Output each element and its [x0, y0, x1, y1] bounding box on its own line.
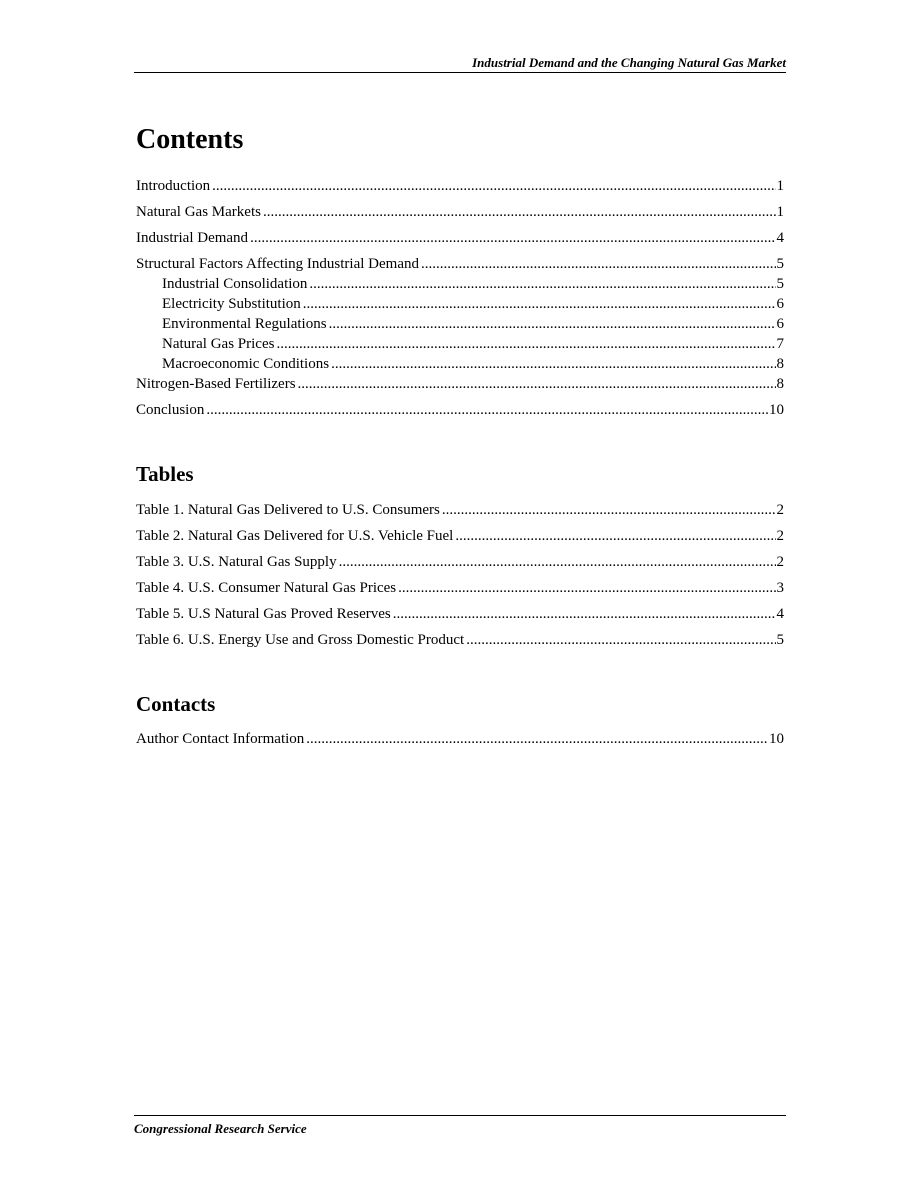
dot-leader: [339, 552, 776, 572]
tables-list: [136, 500, 784, 656]
dot-leader: [331, 354, 775, 374]
contents-entry[interactable]: [136, 374, 784, 394]
contents-title: Contents: [136, 124, 244, 155]
dot-leader: [206, 400, 768, 420]
tables-entry-page: 3: [776, 580, 784, 596]
contacts-list: [136, 729, 784, 755]
tables-entry-label: Table 2. Natural Gas Delivered for U.S. Vehicle Fuel: [136, 528, 454, 544]
tables-entry[interactable]: [136, 604, 784, 624]
contacts-entry[interactable]: [136, 729, 784, 749]
dot-leader: [442, 500, 776, 520]
tables-entry-label: Table 6. U.S. Energy Use and Gross Domestic Product: [136, 632, 465, 648]
running-title: Industrial Demand and the Changing Natural Gas Market: [472, 55, 786, 70]
tables-entry[interactable]: [136, 552, 784, 572]
contents-entry[interactable]: [136, 314, 784, 334]
contents-entry[interactable]: [136, 228, 784, 248]
tables-entry[interactable]: [136, 526, 784, 546]
contents-entry-page: 6: [776, 316, 784, 332]
dot-leader: [303, 294, 776, 314]
contents-entry-page: 7: [776, 336, 784, 352]
tables-entry-label: Table 1. Natural Gas Delivered to U.S. Consumers: [136, 502, 440, 518]
tables-entry-label: Table 5. U.S Natural Gas Proved Reserves: [136, 606, 391, 622]
tables-entry-page: 5: [776, 632, 784, 648]
dot-leader: [298, 374, 776, 394]
tables-entry[interactable]: [136, 630, 784, 650]
dot-leader: [421, 254, 776, 274]
dot-leader: [306, 729, 768, 749]
dot-leader: [263, 202, 776, 222]
dot-leader: [398, 578, 775, 598]
tables-title: Tables: [136, 462, 194, 486]
tables-entry-label: Table 4. U.S. Consumer Natural Gas Prices: [136, 580, 397, 596]
contents-entry-label: Structural Factors Affecting Industrial Demand: [136, 256, 419, 272]
contents-entry-page: 5: [776, 276, 784, 292]
dot-leader: [276, 334, 775, 354]
contents-entry-page: 1: [776, 178, 784, 194]
dot-leader: [393, 604, 776, 624]
contents-entry-label: Introduction: [136, 178, 211, 194]
dot-leader: [329, 314, 776, 334]
contents-entry-label: Industrial Consolidation: [162, 276, 308, 292]
contents-entry-label: Industrial Demand: [136, 230, 249, 246]
tables-entry-page: 2: [776, 554, 784, 570]
contents-entry[interactable]: [136, 400, 784, 420]
running-header: [134, 55, 786, 73]
contents-entry[interactable]: [136, 176, 784, 196]
contents-entry-page: 8: [776, 356, 784, 372]
contents-entry-page: 4: [776, 230, 784, 246]
contents-entry-label: Conclusion: [136, 402, 205, 418]
contents-entry-page: 10: [769, 402, 784, 418]
dot-leader: [250, 228, 775, 248]
publisher-name: Congressional Research Service: [134, 1121, 307, 1136]
tables-entry-page: 4: [776, 606, 784, 622]
tables-entry-page: 2: [776, 528, 784, 544]
contents-entry-page: 8: [776, 376, 784, 392]
contents-entry-label: Natural Gas Markets: [136, 204, 261, 220]
contacts-entry-page: 10: [769, 731, 784, 747]
dot-leader: [309, 274, 775, 294]
contents-entry[interactable]: [136, 354, 784, 374]
contents-entry-label: Natural Gas Prices: [162, 336, 275, 352]
tables-entry-page: 2: [776, 502, 784, 518]
contents-entry[interactable]: [136, 274, 784, 294]
contents-entry-page: 1: [776, 204, 784, 220]
contacts-title: Contacts: [136, 692, 216, 716]
contents-entry-label: Electricity Substitution: [162, 296, 301, 312]
tables-entry[interactable]: [136, 578, 784, 598]
contents-entry-page: 6: [776, 296, 784, 312]
dot-leader: [466, 630, 775, 650]
contents-entry[interactable]: [136, 202, 784, 222]
tables-entry[interactable]: [136, 500, 784, 520]
page-footer: [134, 1115, 786, 1137]
contents-entry-label: Nitrogen-Based Fertilizers: [136, 376, 296, 392]
contents-entry[interactable]: [136, 254, 784, 274]
contents-entry[interactable]: [136, 294, 784, 314]
dot-leader: [455, 526, 775, 546]
contents-entry-label: Macroeconomic Conditions: [162, 356, 330, 372]
tables-entry-label: Table 3. U.S. Natural Gas Supply: [136, 554, 337, 570]
contacts-entry-label: Author Contact Information: [136, 731, 305, 747]
contents-entry-page: 5: [776, 256, 784, 272]
contents-list: [136, 176, 784, 426]
contents-entry-label: Environmental Regulations: [162, 316, 327, 332]
dot-leader: [212, 176, 775, 196]
contents-entry[interactable]: [136, 334, 784, 354]
